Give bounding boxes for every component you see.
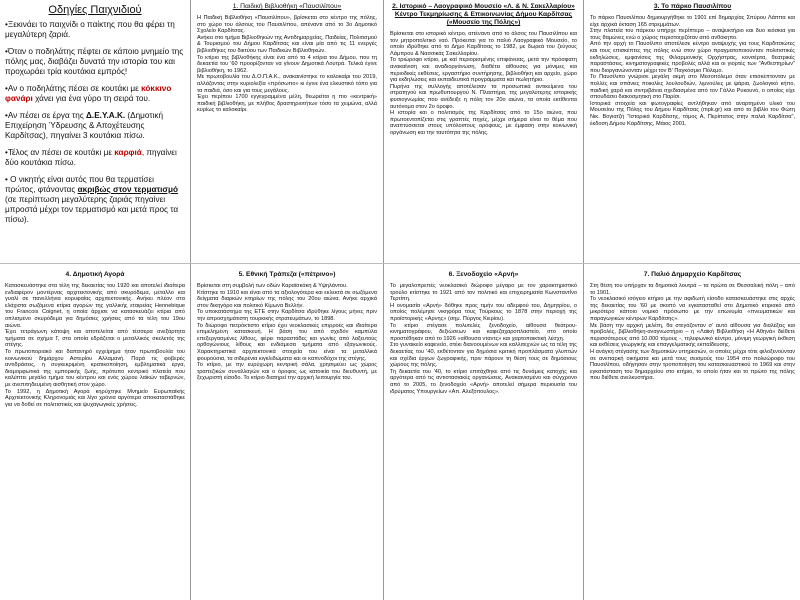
section-3-pausilipo-park [585,0,800,263]
instruction-text: •Αν ο ποδηλάτης πέσει σε κουτάκι με [5,84,142,93]
instruction-item [5,47,185,77]
instruction-text: •Ξεκινάει το παιχνίδι ο παίκτης που θα φέρει τη μεγαλύτερη ζαριά. [5,20,175,39]
section-title: 4. Δημοτική Αγορά [65,271,125,278]
instructions-title: Οδηγίες Παιχνιδιού [48,4,142,16]
section-1-childrens-library [192,0,382,263]
column-divider [583,0,584,600]
section-text: Το πάρκο Παυσιλίπου δημιουργήθηκε το 1901 επί δημαρχίας Σπύρου Λάππα και είχε αρχικά έκταση 165 στρεμμάτων. Στην πλατεία του πάρκου υπήρχε περίπτερο – αναψυκτήριο και δυο κιόσκια για τους θαμώνες ενώ ο χώρος περιστοιχιζόταν από ανθόκηπο. Από την αρχή το Παυσίλιπο αποτέλεσε κέντρο αναψυχής για τους Καρδιτσιώτες και τους επισκέπτες της πόλης ενώ στον χώρο πραγματοποιούνταν πολιτιστικές εκδηλώσεις, εμφανίσεις της Φιλαρμονικής Ορχήστρας, κονσέρτα, θεατρικές παραστάσεις, κινηματογραφικές προβολές αλλά και οι γιορτές των "Ανθεστηρίων" που διοργανώνονταν μέχρι τον Β' Παγκόσμιο Πόλεμο. Το Παυσίλιπο γνώρισε μεγάλη ακμή στο Μεσοπόλεμο όταν επισκέπτονταν με πολλές και σπάνιες ποικιλίες λουλουδιών, λιμνούλες με ψάρια, ζωολογικό κήπο, παιδική χαρά και σιντριβάνια σχεδιασμένα από τον Γάλλο Ρυκουνό, ο οποίος είχε σπουδάσει διακοσμητική στο Παρίσι. Ιστορικά στοιχεία και φωτογραφίες αντλήθηκαν από αναρτημένο υλικό του Μουσείου της Πόλης του Δήμου Καρδίτσας (mpk.gr) και από το βιβλίο του Φώτη Νικ. Βογιατζή "Ιστορικά Καρδίτσης, τόμος Α, Περίπατος στην παλιά Καρδίτσα", έκδοση Δήμου Καρδίτσης, Μάιος 2001. [590,15,795,127]
section-title: 7. Παλιό Δημαρχείο Καρδίτσας [643,271,742,278]
section-5-national-bank [192,265,382,600]
section-text: Στη θέση του υπήρχαν τα δημοτικά λουτρά – τα πρώτα σε Θεσσαλική πόλη – από το 1901. Το νεοκλασικό ισόγειο κτήριο με την αφιδωτή είσοδο κατασκευάστηκε στις αρχές της δεκαετίας του '60 με σκοπό να εγκατασταθεί στο Δημοτικό κτιριακό από μικρότερο κάποιο νομικό πρόσωπο με την επωνυμία «πνευματικών και παραγωγικών κέντρων Καρδίτσης». Με βάση την αρχική μελέτη, θα στεγάζονταν σ' αυτό αίθουσα για διαλέξεις και προβολές, βιβλιοθήκη-αναγνωστήριο – η «Λαϊκή Βιβλιοθήκη «Η Αθηνά» διέθετε περισσότερους από 10.000 τόμους -, τηλεφωνικό κέντρο, μόνιμη γεωργική έκθεση και εκθέσεις γεωργικής και επαγγελματικής εκπαίδευσης. Η ανάγκη στέγασης των δημοτικών υπηρεσιών, οι οποίες μέχρι τότε φιλοξενούνταν σε ανεπαρκή οικήματα και μετά τους σεισμούς του 1954 στο πολυώροφο του Παυσιλίπου, οδήγησαν στην τροποποίηση του κατασκευαστικού το 1969 και στην εγκατάσταση του δημαρχείου στο κτήριο, το οποίο ήταν και το πρώτο της πόλης που διέθετε ανελκυστήρα. [590,283,795,382]
column-divider [190,263,191,600]
instruction-item [5,148,185,168]
instruction-text: , πηγαίνει δύο κουτάκια πίσω. [5,148,177,167]
instruction-text: Δ.Ε.Υ.Α.Κ. [86,111,126,120]
section-text: Το μεγαλοπρεπές νεοκλασικό διώροφο μέγαρο με τον χαρακτηριστικό τρούλο κτίστηκε το 1921 από τον πολιτικό και επιχειρηματία Κωνσταντίνο Τερτίπη. Η ονομασία «Αρνή» δόθηκε προς τιμήν του αδερφού του, Δημητρίου, ο οποίος πολέμησε νικηφόρα τους Τούρκους το 1878 στην περιοχή της προϊστορικής «Αρνης» (σημ. Πύργος Κιερίου). Το κτίριο στέγασε πολυτελές ξενοδοχείο, αίθουσα θεάτρου-κινηματογράφου, δεξιώσεων και καφεζαχαροπλαστείο, στο οποίο προστέθηκαν από το 1926 «αίθουσα νταντς» και χαρτοπαικτική λέσχη. Στο γυναικείο καφενείο, στέκι διανοουμένων και καλλιτεχνών ως τα τέλη της δεκαετίας του '40, εκθέτονταν για δημόσια κριτική προπλάσματα γλυπτών και σχέδια έργων ζωγραφικής, πριν πάρουν τη θέση τους σε δημόσιους χώρους της πόλης. Τη δεκαετία του '40, το κτίριο επιτάχθηκε από τις δυνάμεις κατοχής και αργότερα από τις αντιστασιακές οργανώσεις. Ανακαινισμένο και σύγχρονο από το 2005, το ξενοδοχείο «Αρνή» αποτελεί σήμερα περιουσία του ιδρύματος Υπουργείων «Απ. Αλεξόπουλος». [390,283,577,395]
instruction-text: χάνει για ένα γύρο τη σειρά του. [32,94,151,103]
instruction-item [5,20,185,40]
instruction-text: (Δημοτική Επιχείρηση Ύδρευσης & Αποχέτευσης Καρδίτσας), πηγαίνει 3 κουτάκια πίσω. [5,111,164,140]
instruction-text: καρφιά [114,148,142,157]
section-title: 2. Ιστορικό – Λαογραφικό Μουσείο «Λ. & Ν. Σακελλαρίου» Κέντρο Τεκμηρίωσης & Επικοινωνίας Δήμου Καρδίτσας («Μουσείο της Πόλης») [392,3,575,26]
row-divider [0,263,800,264]
section-6-arni-hotel [385,265,582,600]
column-divider [383,0,384,600]
column-divider [190,0,191,263]
section-2-folklore-museum [385,0,582,263]
instruction-text: •Τέλος αν πέσει σε κουτάκι με [5,148,115,157]
instruction-item [5,175,185,225]
section-text: Κατασκευάστηκε στα τέλη της δεκαετίας του 1920 και αποτελεί ιδιαίτερα ενδιαφέρον μοντέρνας αρχιτεκτονικής από σκυρόδεμα, μέταλλο και γυαλί σε πανελλήνια κορυφαίας αρχιτεκτονικής. Ανήκει πλέον στα ελάχιστα σωζόμενα κτίρια αγορών της γαλλικής εταιρείας Hennebique του Francois Coignet, η οποία άρχισε να κατασκευάζει κτίρια από οπλισμένο σκυρόδεμα για δημόσιες χρήσεις από τα τέλη του 19ου αιώνα. Έχει τετράγωνη κάτοψη και αποτελείται από τέσσερα ανεξάρτητα τμήματα σε σχήμα Γ, στα οποία εδράζεται ο μεταλλικός σκελετός της στέγης. Το πρωτοποριακό και δαπανηρό εγχείρημα ήταν πρωτοβουλία του κοινωνικού δημάρχου Αστερίου Αλλαμανή. Παρά τις φοβερές αντιδράσεις, η συγκεκριμένη κρατικοποίηση, εμβληματικά έργα, διαμορφωτικά της εμπορικής ζωής, πρότυπο κεντρικό πλατεία που καλύπτει μεγάλο τμήμα του κέντρου και ενός χώρου λαϊκών ταβερνών, με ανεπιτηδευμένη αισθητική στον χώρο. Το 1992, η Δημοτική Αγορά κηρύχτηκε Μνημείο Ευρωπαϊκής Αρχιτεκτονικής Κληρονομιάς και λίγο χρόνια αργότερα αποκαταστάθηκε για να δοθεί σε πολιτιστικές και ψυχαγωγικές χρήσεις. [5,283,185,408]
instruction-text: •Όταν ο ποδηλάτης πέφτει σε κάποιο μνημείο της πόλης μας, διαβάζει δυνατά την ιστορία του και προχωράει τρία κουτάκια εμπρός! [5,47,184,76]
instruction-text: •Αν πέσει σε έργα της [5,111,87,120]
section-text: Η Παιδική Βιβλιοθήκη «Παυσιλίπου», βρίσκεται στο κέντρο της πόλης, στο χώρο του άλσους του Παυσιλίπου, απέναντι από το 3ο Δημοτικό Σχολείο Καρδίτσας. Ανήκει στο τμήμα Βιβλιοθηκών της Αντιδημαρχείας, Παιδείας, Πολιτισμού & Τουρισμού του Δήμου Καρδίτσας και είναι μία από τις 11 ενεργές βιβλιοθήκες του δικτύου των Παιδικών Βιβλιοθηκών. Το κτίριο της βιβλιοθήκης είναι ένα από τα 4 κτίρια του Δήμου, που τη δεκαετία του '60 προορίζονταν να γίνουν Δημοτικά Λουτρά. Τελικά έγινε βιβλιοθήκη, το 1962. Με πρωτοβουλία του Δ.Ο.Π.Α.Κ., ανακαινίστηκε το καλοκαίρι του 2019, αλλάζοντας στην κυριολεξία «πρόσωπο» κι έγινε ένα ελκυστικό τόπο για τα παιδιά, όσο και για τους μεγάλους. Έχει περίπου 1700 εγγεγραμμένα μέλη, θεωρείται η πιο «κεντρική» παιδική βιβλιοθήκη, με πλήθος δραστηριοτήτων τόσο τα χειμώνα, αλλά κυρίως το καλοκαίρι. [197,15,377,114]
instruction-text: ακριβώς στον τερματισμό [77,185,179,194]
section-title: 5. Εθνική Τράπεζα («πέτρινο») [238,271,336,278]
instruction-item [5,111,185,141]
section-title: 1. Παιδική Βιβλιοθήκη «Παυσιλίπου» [232,3,342,10]
instruction-text: κόκκινο φανάρι [5,84,172,103]
instruction-text: (σε περίπτωση μεγαλύτερης ζαριάς πηγαίνει μπροστά μέχρι τον τερματισμό και μετά προς τα πίσω). [5,195,179,224]
instruction-text: • Ο νικητής είναι αυτός που θα τερματίσει πρώτος, φτάνοντας [5,175,154,194]
instruction-item [5,84,185,104]
section-4-municipal-market [0,265,190,600]
section-title: 6. Ξενοδοχείο «Αρνή» [448,271,519,278]
instructions-panel [0,0,190,263]
section-text: Βρίσκεται στη συμβολή των οδών Καραϊσκάκη & Υψηλάντου. Κτίστηκε το 1910 και είναι από τα αξιολογότερα και εκλεκτά σε σωζόμενα δείγματα διαρκών κτηρίων της πόλης του 20ου αιώνα. Ανήκε αρχικά στον δικηγόρο και πολιτικό Κίμωνα Βελλήν. Το υποκατάστημα της ΕΤΕ στην Καρδίτσα ιδρύθηκε λίγους μήνες πριν την απροσχημάτιστη τουρκικής στρατευμάτων, το 1898. Το διώροφο πετρόκτιστο κτίριο έχει νεοκλασικές επιρροές και ιδιαίτερα επιμελημένη κατασκευή. Η βάση του από σχεδόν καμπύλα επεξεργασμένες λίθους, φέρει παραστάδες και γωνίες από λαξευτούς ορθογώνιους λίθους και ενδιάμεσα τμήματα από εξαγωνικούς. Χαρακτηριστικά αρχιτεκτονικά στοιχεία του είναι τα μεταλλικά φουρούσια, τα σιδερένια κιγκλιδώματα και οι καπνοδόχοι της στέγης. Το κτίριο, με την ευρύχωρη κεντρική σάλα, χρησιμεύει ως χώρος τραπεζικών συναλλαγών και ο όροφος ως κατοικία του διευθυντή, με ξεχωριστή είσοδο. Το κτίριο διατηρεί την αρχική λειτουργία του. [197,283,377,382]
section-text: Βρίσκεται στο ιστορικό κέντρο, απέναντι από το άλσος του Παυσιλίπου και τον μητροπολιτικό ναό. Πρόκειται για το παλιό Λαογραφικό Μουσείο, το οποίο ιδρύθηκε από το Δήμο Καρδίτσας το 1982, με δωρεά του ζεύγους Λάμπρου & Νασσικάς Σακελλαρίου. Το τριώροφο κτίριο, με καί περιορισμένης επιφάνειας, μετά την πρόσφατη ανακαίνιση και αναδιοργάνωση, διαθέτει αίθουσες για μόνιμες και περιοδικές εκθέσεις, εργαστήριο συντήρησης, βιβλιοθήκη και αρχείο, χώρο για εκδηλώσεις και εκπαιδευτικά προγράμματα και πωλητήριο. Πυρήνα της συλλογής αποτέλεσαν τα προσωπικά αντικείμενα του στρατηγού και πρωθυπουργού Ν. Πλαστήρα, της μεγαλύτερης ιστορικής φυσιογνωμίας που ανέδειξε η πόλη τον 20ο αιώνα, τα οποία εκτίθενται αυτόνομα στον 2ο όροφο. Η ιστορία και ο πολιτισμός της Καρδίτσας από το 15ο αιώνα, που πρωτοεντοπίζεται στις γραπτές πηγές, μέχρι σήμερα είναι το θέμα που αναπτύσσεται στους υπόλοιπους ορόφους, με έμφαση στην κοινωνική οργάνωση και την ταυτότητα της πόλης. [390,31,577,136]
section-title: 3. Το πάρκο Παυσιλίπου [653,3,732,10]
instructions-list [5,20,185,225]
section-7-old-town-hall [585,265,800,600]
